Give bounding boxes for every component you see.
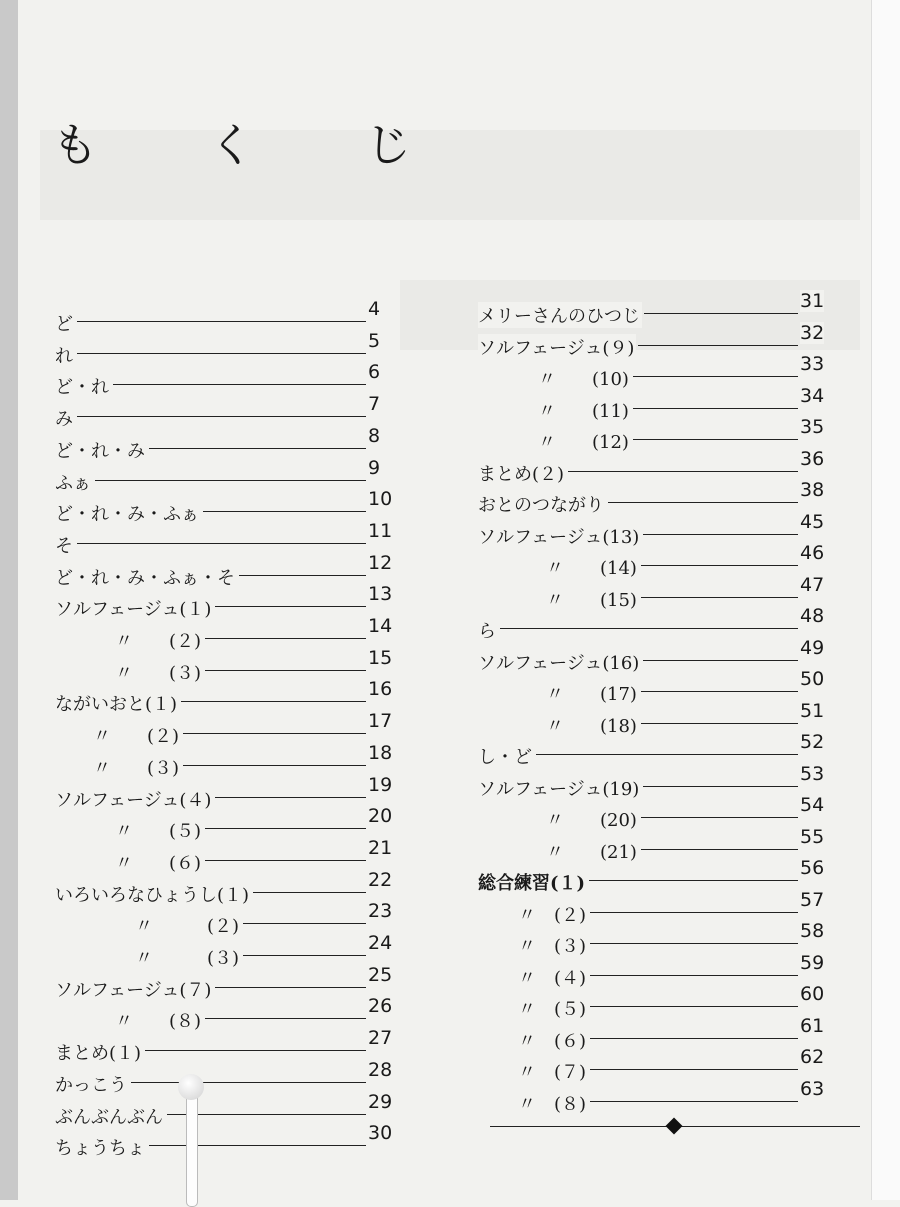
toc-entry-page: 49 (800, 636, 825, 659)
toc-entry (55, 678, 408, 716)
leader-line (203, 511, 366, 512)
toc-entry-page: 48 (800, 605, 825, 627)
toc-entry-label: 〃 (８) (115, 1007, 203, 1033)
toc-entry-page: 57 (800, 888, 825, 911)
leader-line (215, 606, 366, 607)
toc-entry (478, 605, 840, 642)
toc-entry-label: 〃 (３) (518, 932, 588, 958)
toc-entry (55, 393, 408, 431)
toc-entry-label: 〃 (２) (93, 722, 181, 748)
toc-entry-page: 18 (368, 741, 393, 764)
toc-entry (55, 488, 408, 526)
toc-entry (55, 1058, 408, 1096)
toc-entry (55, 741, 408, 779)
toc-entry (478, 699, 840, 737)
toc-entry-page: 32 (800, 321, 825, 344)
leader-line (500, 628, 798, 629)
toc-entry-page: 19 (368, 773, 393, 796)
leader-line (149, 1145, 366, 1146)
toc-entry (478, 920, 840, 957)
toc-entry (478, 416, 840, 453)
toc-entry-page: 5 (368, 329, 381, 352)
toc-entry-label: メリーさんのひつじ (478, 302, 642, 328)
toc-entry (55, 868, 408, 906)
toc-entry-label: 〃 (18) (546, 712, 639, 738)
toc-entry-label: 〃 (５) (518, 995, 588, 1021)
toc-entry (478, 951, 840, 989)
toc-entry-page: 62 (800, 1046, 825, 1068)
toc-entry-page: 55 (800, 825, 825, 848)
toc-entry-page: 22 (368, 868, 393, 891)
page-title: も く じ (52, 117, 460, 172)
leader-line (590, 1101, 798, 1102)
toc-entry (478, 762, 840, 800)
toc-entry-page: 16 (368, 678, 393, 701)
toc-entry (478, 447, 840, 485)
toc-entry-label: そ (55, 532, 75, 558)
leader-line (77, 321, 366, 322)
leader-line (113, 384, 366, 385)
toc-entry (478, 1077, 840, 1115)
page-edge-right (871, 0, 900, 1200)
toc-entry (478, 290, 840, 327)
toc-entry-label: 〃 (７) (518, 1058, 588, 1084)
toc-entry-label: ど・れ (55, 373, 111, 399)
toc-entry-page: 23 (368, 900, 393, 923)
toc-entry-label: 〃 (２) (518, 901, 588, 927)
toc-entry (55, 1090, 408, 1128)
toc-entry (478, 668, 840, 705)
toc-entry-label: 〃 (３) (115, 659, 203, 685)
toc-entry-page: 53 (800, 762, 825, 785)
toc-entry-label: 〃 (21) (546, 838, 639, 864)
toc-entry-label: 〃 (10) (538, 365, 631, 391)
toc-entry (478, 888, 840, 926)
toc-entry-label: ソルフェージュ(４) (55, 786, 213, 812)
page-edge-left (0, 0, 18, 1200)
leader-line (590, 1006, 798, 1007)
toc-entry-label: ソルフェージュ(７) (55, 976, 213, 1002)
toc-entry-label: 〃 (５) (115, 817, 203, 843)
toc-entry-label: 〃 (６) (115, 849, 203, 875)
toc-entry-label: 〃 (８) (518, 1090, 588, 1116)
leader-line (643, 534, 798, 535)
leader-line (633, 439, 798, 440)
leader-line (243, 955, 366, 956)
toc-entry (478, 542, 840, 579)
toc-entry-label: まとめ(２) (478, 460, 566, 486)
toc-entry-label: ソルフェージュ(９) (478, 334, 636, 360)
toc-entry-page: 63 (800, 1077, 825, 1100)
toc-entry-label: 〃 (15) (546, 586, 639, 612)
leader-line (641, 723, 798, 724)
toc-entry-label: いろいろなひょうし(１) (55, 881, 251, 907)
toc-entry-label: ちょうちょ (55, 1134, 147, 1160)
leader-line (205, 638, 366, 639)
toc-entry-page: 25 (368, 963, 393, 986)
toc-entry (55, 1122, 408, 1160)
toc-entry-page: 58 (800, 920, 825, 942)
toc-entry-page: 29 (368, 1090, 393, 1113)
toc-entry-page: 60 (800, 983, 825, 1005)
leader-line (641, 817, 798, 818)
toc-entry (478, 857, 840, 894)
toc-entry (478, 321, 840, 359)
toc-entry (478, 384, 840, 422)
toc-entry-label: 〃 (14) (546, 554, 639, 580)
toc-entry-label: 〃 (３) (93, 754, 181, 780)
leader-line (243, 923, 366, 924)
toc-entry-page: 46 (800, 542, 825, 564)
leader-line (641, 849, 798, 850)
toc-entry (55, 329, 408, 367)
leader-line (205, 670, 366, 671)
toc-entry (55, 583, 408, 621)
toc-entry-page: 31 (800, 290, 825, 312)
toc-entry-label: ソルフェージュ(１) (55, 595, 213, 621)
toc-entry-page: 4 (368, 298, 381, 320)
toc-entry-page: 35 (800, 416, 825, 438)
toc-entry-label: 総合練習(１) (478, 869, 587, 895)
toc-entry-label: れ (55, 342, 75, 368)
leader-line (149, 448, 366, 449)
leader-line (641, 691, 798, 692)
toc-entry-page: 9 (368, 456, 381, 479)
leader-line (633, 408, 798, 409)
toc-entry-page: 7 (368, 393, 381, 416)
leader-line (183, 733, 366, 734)
leader-line (590, 1069, 798, 1070)
toc-entry (55, 551, 408, 589)
toc-entry-page: 38 (800, 479, 825, 501)
toc-entry (478, 731, 840, 768)
toc-entry-label: 〃 (６) (518, 1027, 588, 1053)
leader-line (590, 1038, 798, 1039)
toc-entry-page: 12 (368, 551, 393, 574)
leader-line (253, 892, 366, 893)
toc-entry-page: 54 (800, 794, 825, 816)
leader-line (183, 765, 366, 766)
toc-entry-page: 8 (368, 424, 381, 447)
toc-entry-label: ふぁ (55, 469, 93, 495)
toc-entry-page: 27 (368, 1027, 393, 1050)
leader-line (589, 880, 798, 881)
toc-entry-page: 15 (368, 646, 393, 669)
toc-entry (478, 1014, 840, 1052)
toc-entry-page: 34 (800, 384, 825, 407)
toc-entry-label: ソルフェージュ(19) (478, 775, 641, 801)
toc-entry (55, 646, 408, 684)
toc-entry-label: ど・れ・み・ふぁ (55, 500, 201, 526)
toc-entry-label: 〃 (20) (546, 806, 639, 832)
toc-entry-label: 〃 (２) (115, 627, 203, 653)
toc-entry-page: 6 (368, 361, 381, 384)
toc-entry-page: 20 (368, 805, 393, 828)
toc-entry-page: 36 (800, 447, 825, 470)
toc-entry-page: 14 (368, 615, 393, 637)
toc-entry-page: 51 (800, 699, 825, 722)
toc-entry (478, 794, 840, 831)
toc-entry-label: ぶんぶんぶん (55, 1103, 165, 1129)
toc-entry-label: 〃 (３) (135, 944, 241, 970)
toc-entry-page: 50 (800, 668, 825, 690)
toc-entry-label: まとめ(１) (55, 1039, 143, 1065)
toc-entry (478, 825, 840, 863)
toc-entry-label: かっこう (55, 1071, 129, 1097)
leader-line (77, 353, 366, 354)
leader-line (590, 943, 798, 944)
toc-entry-page: 10 (368, 488, 393, 511)
toc-entry (55, 805, 408, 843)
toc-entry-label: ら (478, 617, 498, 643)
leader-line (131, 1082, 366, 1083)
toc-entry-page: 26 (368, 995, 393, 1018)
toc-entry-page: 11 (368, 519, 393, 542)
toc-entry-page: 33 (800, 353, 825, 375)
toc-entry-label: 〃 (12) (538, 428, 631, 454)
toc-entry-label: 〃 (17) (546, 680, 639, 706)
toc-entry (55, 836, 408, 874)
toc-entry-label: 〃 (４) (518, 964, 588, 990)
toc-entry-page: 45 (800, 510, 825, 533)
toc-entry (55, 995, 408, 1033)
toc-entry-label: 〃 (２) (135, 912, 241, 938)
leader-line (205, 1018, 366, 1019)
leader-line (638, 345, 798, 346)
toc-entry-page: 30 (368, 1122, 393, 1145)
leader-line (568, 471, 798, 472)
toc-entry-label: ど・れ・み (55, 437, 147, 463)
toc-entry (55, 615, 408, 652)
toc-entry-label: み (55, 405, 75, 431)
leader-line (215, 987, 366, 988)
toc-entry (478, 479, 840, 516)
leader-line (641, 565, 798, 566)
leader-line (239, 575, 366, 576)
toc-entry (55, 932, 408, 969)
toc-entry-page: 61 (800, 1014, 825, 1037)
toc-entry (478, 636, 840, 674)
toc-entry-label: ソルフェージュ(16) (478, 649, 641, 675)
toc-entry-page: 28 (368, 1058, 393, 1081)
diamond-ornament (666, 1118, 683, 1135)
toc-entry-page: 56 (800, 857, 825, 879)
leader-line (590, 975, 798, 976)
toc-entry (478, 573, 840, 611)
toc-entry (55, 900, 408, 938)
toc-entry-page: 17 (368, 710, 393, 733)
leader-line (215, 797, 366, 798)
leader-line (590, 912, 798, 913)
stylus-pointer (186, 1085, 198, 1207)
toc-entry (478, 1046, 840, 1083)
toc-entry (55, 298, 408, 335)
stylus-head (178, 1074, 204, 1100)
leader-line (181, 701, 366, 702)
toc-entry-label: ど (55, 310, 75, 336)
toc-entry-page: 13 (368, 583, 393, 606)
leader-line (536, 754, 798, 755)
toc-entry (55, 424, 408, 462)
leader-line (95, 480, 366, 481)
toc-entry-label: ソルフェージュ(13) (478, 523, 641, 549)
toc-entry-label: ど・れ・み・ふぁ・そ (55, 564, 237, 590)
toc-entry-page: 52 (800, 731, 825, 753)
toc-entry (55, 519, 408, 557)
toc-entry-page: 24 (368, 932, 393, 954)
toc-entry (55, 963, 408, 1001)
toc-entry-label: 〃 (11) (538, 397, 631, 423)
leader-line (644, 313, 798, 314)
toc-entry (55, 361, 408, 399)
toc-entry-page: 21 (368, 836, 393, 859)
leader-line (643, 660, 798, 661)
toc-entry-label: ながいおと(１) (55, 690, 179, 716)
leader-line (608, 502, 798, 503)
toc-entry (478, 510, 840, 548)
leader-line (145, 1050, 366, 1051)
leader-line (633, 376, 798, 377)
toc-entry (55, 710, 408, 748)
toc-entry (478, 353, 840, 390)
leader-line (643, 786, 798, 787)
toc-entry-page: 59 (800, 951, 825, 974)
toc-entry (55, 773, 408, 811)
leader-line (641, 597, 798, 598)
toc-entry-label: し・ど (478, 743, 534, 769)
toc-entry (55, 456, 408, 494)
leader-line (205, 828, 366, 829)
leader-line (77, 543, 366, 544)
toc-entry (478, 983, 840, 1020)
leader-line (77, 416, 366, 417)
toc-entry-page: 47 (800, 573, 825, 596)
toc-entry (55, 1027, 408, 1065)
toc-entry-label: おとのつながり (478, 491, 606, 517)
leader-line (205, 860, 366, 861)
